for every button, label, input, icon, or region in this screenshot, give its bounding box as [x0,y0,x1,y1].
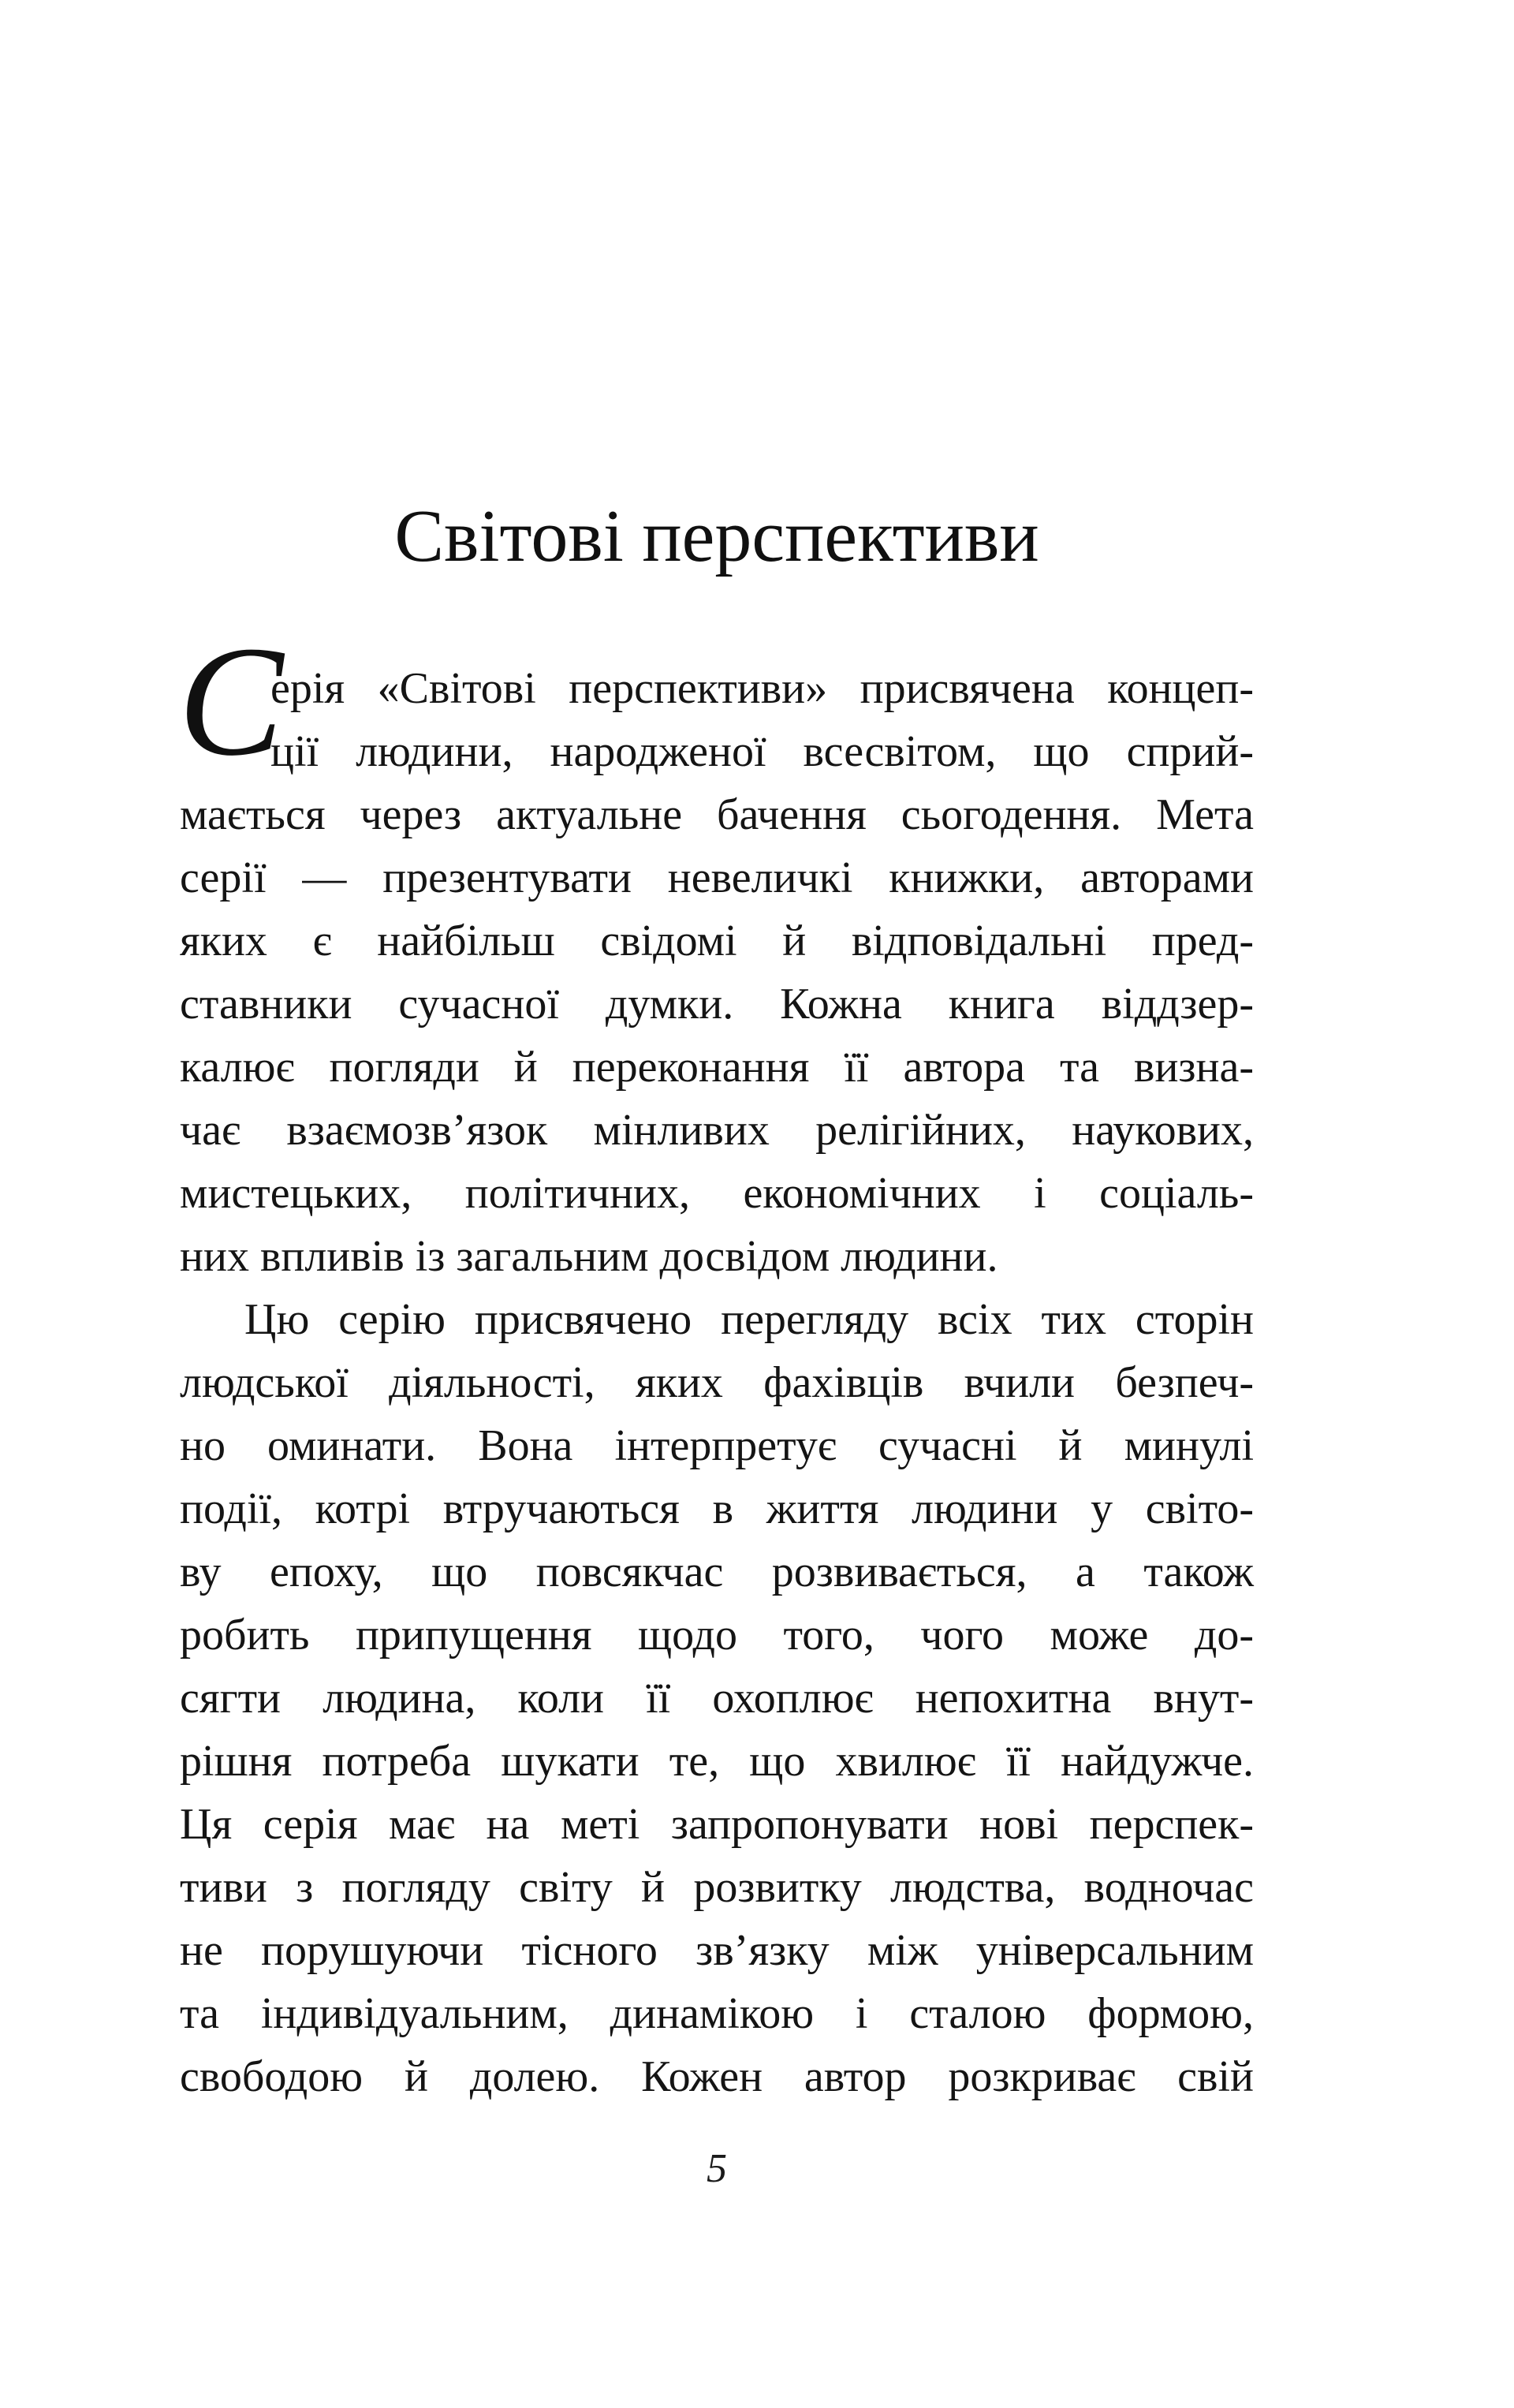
text-line: мається через актуальне бачення сьогодення. Мета [180,790,1254,839]
text-line: них впливів із загальним досвідом людини. [180,1232,998,1281]
text-line: ерія «Світові перспективи» присвячена концеп- [270,664,1254,713]
text-line: людської діяльності, яких фахівців вчили безпеч- [180,1358,1254,1407]
text-line: робить припущення щодо того, чого може до- [180,1611,1254,1659]
drop-cap: С [178,614,284,789]
text-line: та індивідуальним, динамікою і сталою формою, [180,1989,1254,2038]
text-line: яких є найбільш свідомі й відповідальні пред- [180,917,1254,965]
text-line: чає взаємозв’язок мінливих релігійних, наукових, [180,1106,1254,1155]
text-line: серії — презентувати невеличкі книжки, авторами [180,853,1254,902]
text-line: но оминати. Вона інтерпретує сучасні й минулі [180,1421,1254,1470]
text-line: рішня потреба шукати те, що хвилює її найдужче. [180,1737,1254,1786]
page-number: 5 [707,2146,727,2191]
text-line: ставники сучасної думки. Кожна книга віддзер- [180,980,1254,1029]
text-line: не порушуючи тісного зв’язку між універсальним [180,1926,1254,1975]
body-text [178,614,1254,2108]
text-line: калює погляди й переконання її автора та визна- [180,1043,1254,1092]
text-line: свободою й долею. Кожен автор розкриває свій [180,2052,1254,2101]
text-lines [180,657,1254,2108]
text-line: тиви з погляду світу й розвитку людства, водночас [180,1863,1254,1912]
page-title: Світові перспективи [394,495,1039,577]
text-line: ції людини, народженої всесвітом, що сприй- [270,727,1254,776]
text-line: Ця серія має на меті запропонувати нові перспек- [180,1800,1254,1849]
text-line: мистецьких, політичних, економічних і соціаль- [180,1169,1254,1218]
text-line: сягти людина, коли її охоплює непохитна внут- [180,1674,1254,1723]
text-line: ву епоху, що повсякчас розвивається, а також [180,1547,1254,1596]
text-line: Цю серію присвячено перегляду всіх тих сторін [244,1295,1254,1344]
text-line: події, котрі втручаються в життя людини у світо- [180,1484,1254,1533]
